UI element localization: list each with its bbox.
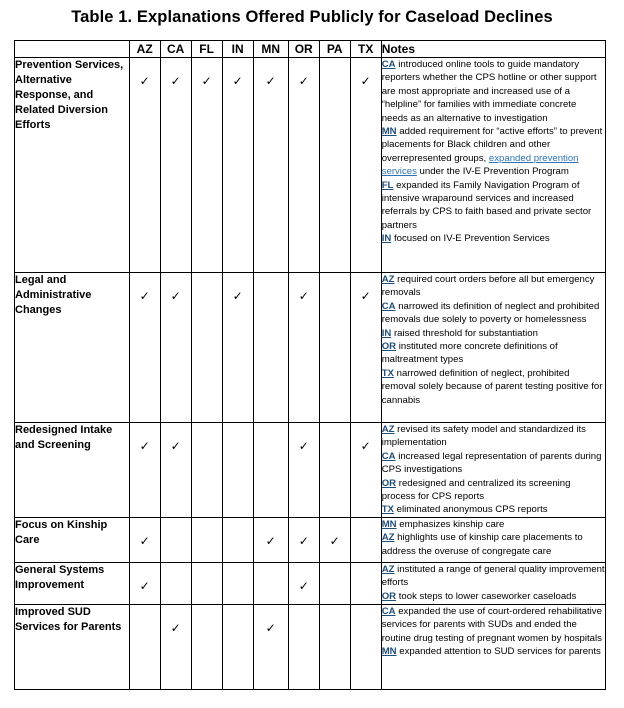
checkmark-icon: ✓ [170,289,181,303]
table-title: Table 1. Explanations Offered Publicly for Caseload Declines [71,8,553,26]
checkmark-icon: ✓ [360,74,371,88]
check-cell [191,605,222,690]
check-cell [350,518,381,563]
header-state: FL [191,41,222,58]
checkmark-icon: ✓ [139,439,150,453]
checkmark-icon: ✓ [139,579,150,593]
header-state: MN [253,41,288,58]
checkmark-icon: ✓ [139,534,150,548]
checkmark-icon: ✓ [265,621,276,635]
table-row [15,273,606,423]
notes-cell [381,423,605,518]
table-row [15,58,606,273]
row-category: Prevention Services, Alternative Response, and Related Diversion Efforts [15,58,130,273]
header-state: PA [319,41,350,58]
table-row [15,518,606,563]
check-cell [222,58,253,273]
check-cell [253,273,288,423]
check-cell [350,563,381,605]
header-state: AZ [129,41,160,58]
check-cell [288,563,319,605]
check-cell [319,605,350,690]
note-item: OR redesigned and centralized its screening process for CPS reports [381,477,571,503]
state-abbrev: AZ [381,564,395,575]
check-cell [191,58,222,273]
note-item: IN focused on IV-E Prevention Services [381,233,550,245]
header-category [15,41,130,58]
state-abbrev: IN [381,327,392,339]
state-abbrev: OR [381,341,397,353]
check-cell [350,58,381,273]
row-category: Redesigned Intake and Screening [15,423,130,518]
check-cell [253,563,288,605]
check-cell [253,605,288,690]
check-cell [222,273,253,423]
check-cell [350,605,381,690]
state-abbrev: TX [381,367,394,379]
check-cell [319,518,350,563]
note-item: AZ required court orders before all but emergency removals [381,274,595,299]
checkmark-icon: ✓ [265,534,276,548]
check-cell [191,273,222,423]
check-cell [129,273,160,423]
check-cell [160,605,191,690]
notes-cell [381,518,605,563]
note-item: CA increased legal representation of parents during CPS investigations [381,450,602,476]
check-cell [288,58,319,273]
notes-cell [381,273,605,423]
notes-cell [381,58,605,273]
checkmark-icon: ✓ [139,74,150,88]
note-item: CA expanded the use of court-ordered rehabilitative services for parents with SUDs and ended the routine drug testing of pregnant women by hospitals [381,606,602,644]
state-abbrev: IN [381,233,392,245]
check-cell [288,423,319,518]
state-abbrev: AZ [381,532,395,544]
table-row [15,423,606,518]
check-cell [191,423,222,518]
check-cell [350,273,381,423]
state-abbrev: TX [381,504,394,516]
check-cell [160,58,191,273]
checkmark-icon: ✓ [170,621,181,635]
checkmark-icon: ✓ [298,579,309,593]
note-item: MN expanded attention to SUD services for parents [381,646,601,658]
row-category: Legal and Administrative Changes [15,273,130,423]
check-cell [129,58,160,273]
row-category: Focus on Kinship Care [15,518,130,563]
check-cell [160,273,191,423]
header-state: CA [160,41,191,58]
check-cell [129,518,160,563]
note-item: CA introduced online tools to guide mandatory reporters whether the CPS hotline or other support are most appropriate and increased use of a “helpline” for families with immediate concrete needs as an alternative to investigation [381,59,597,124]
check-cell [288,605,319,690]
check-cell [222,423,253,518]
notes-cell [381,605,605,690]
note-item: CA narrowed its definition of neglect and prohibited removals due solely to poverty or homelessness [381,300,600,326]
state-abbrev: CA [381,59,396,70]
check-cell [160,423,191,518]
checkmark-icon: ✓ [298,74,309,88]
check-cell [129,563,160,605]
checkmark-icon: ✓ [232,74,243,88]
check-cell [319,423,350,518]
note-item: AZ instituted a range of general quality improvement efforts [381,564,605,589]
checkmark-icon: ✓ [360,439,371,453]
checkmark-icon: ✓ [298,534,309,548]
state-abbrev: MN [381,646,397,658]
check-cell [129,423,160,518]
state-abbrev: OR [381,590,397,602]
state-abbrev: FL [381,179,394,191]
state-abbrev: OR [381,477,397,489]
check-cell [350,423,381,518]
table-row [15,605,606,690]
check-cell [319,58,350,273]
note-item: IN raised threshold for substantiation [381,327,538,339]
check-cell [288,273,319,423]
state-abbrev: CA [381,300,396,312]
note-item: AZ revised its safety model and standardized its implementation [381,424,586,449]
checkmark-icon: ✓ [298,289,309,303]
check-cell [253,518,288,563]
check-cell [160,518,191,563]
state-abbrev: AZ [381,424,395,435]
row-category: General Systems Improvement [15,563,130,605]
notes-cell [381,563,605,605]
table-row [15,563,606,605]
checkmark-icon: ✓ [298,439,309,453]
checkmark-icon: ✓ [139,289,150,303]
check-cell [191,518,222,563]
check-cell [222,605,253,690]
note-item: OR instituted more concrete definitions of maltreatment types [381,341,558,366]
check-cell [160,563,191,605]
checkmark-icon: ✓ [170,439,181,453]
check-cell [129,605,160,690]
header-state: TX [350,41,381,58]
checkmark-icon: ✓ [329,534,340,548]
state-abbrev: MN [381,519,397,530]
note-item: TX eliminated anonymous CPS reports [381,504,548,516]
note-item: OR took steps to lower caseworker caseloads [381,590,577,602]
header-state: IN [222,41,253,58]
note-item: AZ highlights use of kinship care placements to address the overuse of congregate care [381,532,583,557]
caseload-table [14,40,606,690]
state-abbrev: CA [381,606,396,617]
state-abbrev: AZ [381,274,395,285]
row-category: Improved SUD Services for Parents [15,605,130,690]
check-cell [288,518,319,563]
note-item: TX narrowed definition of neglect, prohibited removal solely because of parent testing positive for cannabis [381,367,603,406]
check-cell [222,563,253,605]
expanded-prevention-link[interactable]: expanded prevention services [381,152,579,178]
state-abbrev: CA [381,450,396,462]
check-cell [222,518,253,563]
check-cell [319,273,350,423]
check-cell [319,563,350,605]
note-item: FL expanded its Family Navigation Program of intensive wraparound services and increased referrals by CPS to faith based and private sector partners [381,179,592,231]
checkmark-icon: ✓ [265,74,276,88]
check-cell [253,58,288,273]
note-item: MN added requirement for “active efforts” to prevent placements for Black children and other overrepresented groups, expanded prevention services under the IV-E Prevention Program [381,126,603,178]
header-notes: Notes [381,41,605,58]
checkmark-icon: ✓ [360,289,371,303]
check-cell [191,563,222,605]
header-row [15,41,606,58]
state-abbrev: MN [381,126,397,138]
checkmark-icon: ✓ [232,289,243,303]
header-state: OR [288,41,319,58]
check-cell [253,423,288,518]
note-item: MN emphasizes kinship care [381,519,505,530]
checkmark-icon: ✓ [201,74,212,88]
checkmark-icon: ✓ [170,74,181,88]
